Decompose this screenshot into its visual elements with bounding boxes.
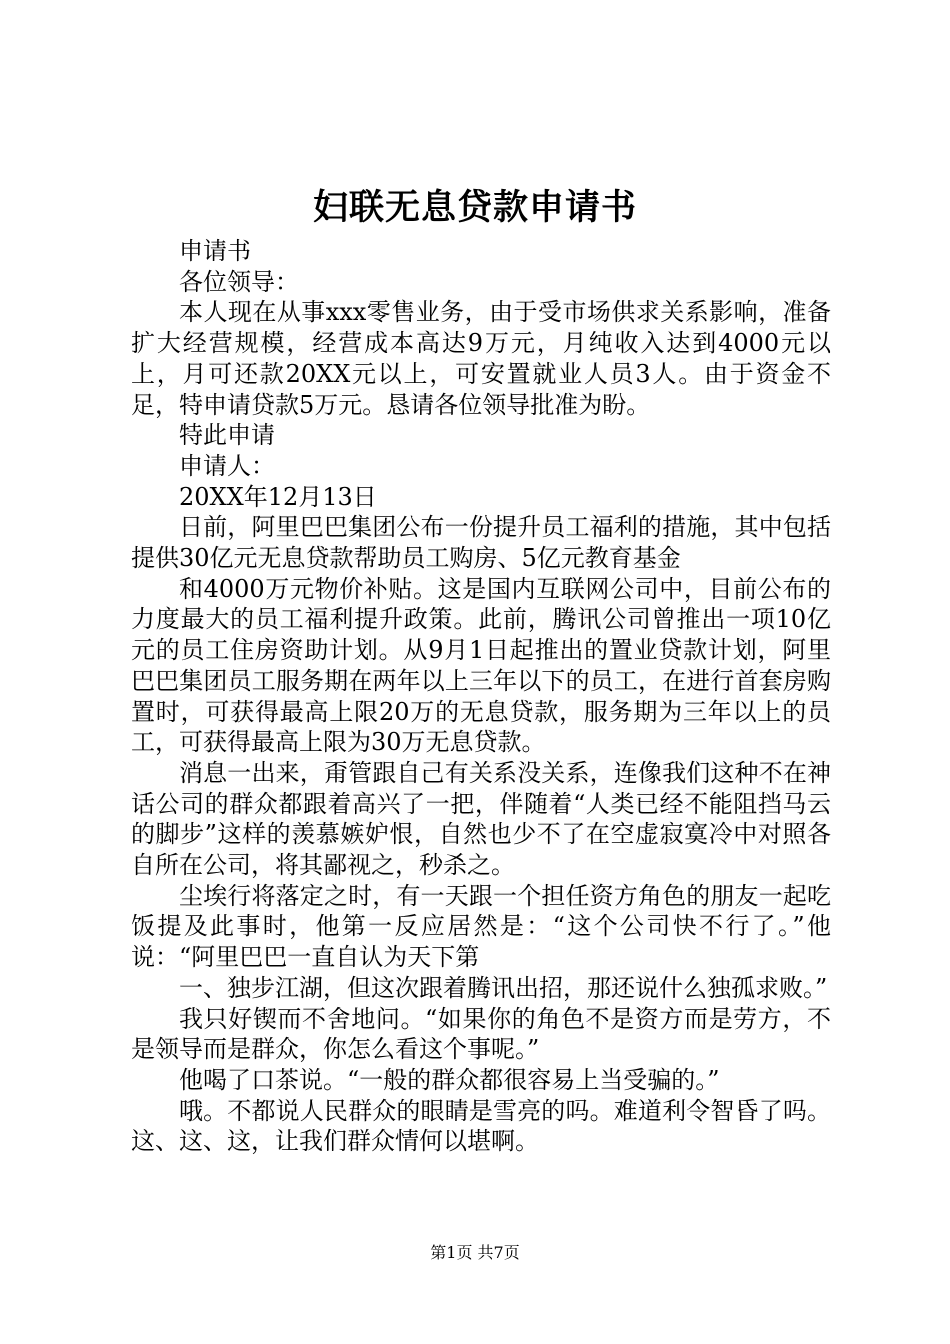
paragraph-article: 和4000万元物价补贴。这是国内互联网公司中，目前公布的力度最大的员工福利提升政策。此前，腾讯公司曾推出一项10亿元的员工住房资助计划。从9月1日起推出的置业贷款计划，阿里巴巴集团员工服务期在两年以上三年以下的员工，在进行首套房购置时，可获得最高上限20万的无息贷款，服务期为三年以上的员工，可获得最高上限为30万无息贷款。 <box>131 574 831 757</box>
paragraph-heading: 申请书 <box>179 237 251 265</box>
paragraph-article: 尘埃行将落定之时，有一天跟一个担任资方角色的朋友一起吃饭提及此事时，他第一反应居然是：“这个公司快不行了。”他说：“阿里巴巴一直自认为天下第 <box>131 881 831 972</box>
paragraph-salutation: 各位领导： <box>179 267 299 296</box>
paragraph-article: 他喝了口茶说。“一般的群众都很容易上当受骗的。” <box>179 1065 720 1094</box>
page-number-footer: 第1页 共7页 <box>430 1243 520 1262</box>
paragraph-closing: 特此申请 <box>179 421 275 450</box>
paragraph-article: 消息一出来，甭管跟自己有关系没关系，连像我们这种不在神话公司的群众都跟着高兴了一把，伴随着“人类已经不能阻挡马云的脚步”这样的羡慕嫉妒恨，自然也少不了在空虚寂寞冷中对照各自所在公司，将其鄙视之，秒杀之。 <box>131 758 831 880</box>
document-title: 妇联无息贷款申请书 <box>312 187 637 228</box>
paragraph-article: 一、独步江湖，但这次跟着腾讯出招，那还说什么独孤求败。” <box>179 973 828 1002</box>
paragraph-date: 20XX年12月13日 <box>179 482 377 511</box>
paragraph-applicant: 申请人： <box>179 451 275 480</box>
document-body <box>131 236 831 1157</box>
paragraph-article: 日前，阿里巴巴集团公布一份提升员工福利的措施，其中包括提供30亿元无息贷款帮助员工购房、5亿元教育基金 <box>131 513 831 573</box>
paragraph-article: 我只好锲而不舍地问。“如果你的角色不是资方而是劳方，不是领导而是群众，你怎么看这个事呢。” <box>131 1004 831 1064</box>
paragraph-article: 哦。不都说人民群众的眼睛是雪亮的吗。难道利令智昏了吗。这、这、这，让我们群众情何以堪啊。 <box>131 1096 831 1156</box>
paragraph-request: 本人现在从事xxx零售业务，由于受市场供求关系影响，准备扩大经营规模，经营成本高达9万元，月纯收入达到4000元以上，月可还款20XX元以上，可安置就业人员3人。由于资金不足，特申请贷款5万元。恳请各位领导批准为盼。 <box>131 298 831 419</box>
